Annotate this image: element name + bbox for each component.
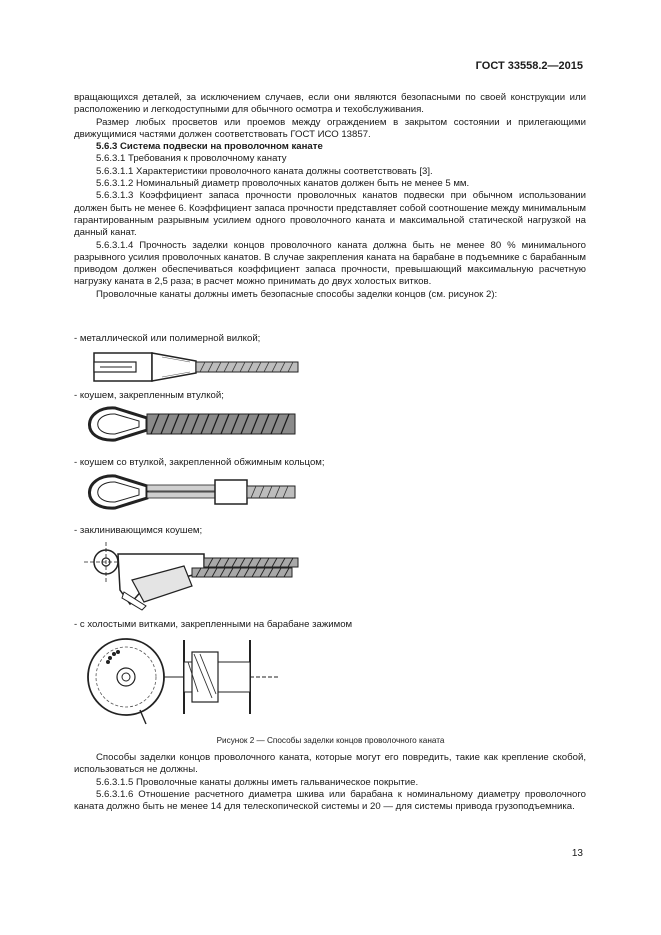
section-heading-5-6-3: 5.6.3 Система подвески на проволочном канате bbox=[96, 141, 323, 153]
paragraph-continuation: вращающихся деталей, за исключением случаев, если они являются безопасными по своей конструкции или расположению и легкодоступными для обычного осмотра и техобслуживания. bbox=[74, 92, 586, 116]
paragraph-5-6-3-1-3: 5.6.3.1.3 Коэффициент запаса прочности проволочных канатов подвески при обычном использовании должен быть не менее 6. Коэффициент запаса прочности представляет собой соотношение между минимальным гарантированным разрывным усилием одного проволочного каната и максимальной статической нагрузкой на данный канат. bbox=[74, 190, 586, 239]
figure-caption: Рисунок 2 — Способы заделки концов проволочного каната bbox=[216, 736, 445, 745]
page-number: 13 bbox=[571, 848, 583, 859]
figure-item-fork: - металлической или полимерной вилкой; bbox=[74, 333, 261, 344]
paragraph-5-6-3-1-2: 5.6.3.1.2 Номинальный диаметр проволочных канатов должен быть не менее 5 мм. bbox=[96, 178, 470, 190]
figure-item-thimble-sleeve: - коушем, закрепленным втулкой; bbox=[74, 390, 224, 401]
figure-item-thimble-ferrule: - коушем со втулкой, закрепленной обжимным кольцом; bbox=[74, 457, 325, 468]
paragraph-safe-terminations: Проволочные канаты должны иметь безопасные способы заделки концов (см. рисунок 2): bbox=[96, 288, 498, 300]
figure-item-drum-clamp: - с холостыми витками, закрепленными на барабане зажимом bbox=[74, 619, 353, 630]
paragraph-damaging-methods: Способы заделки концов проволочного каната, которые могут его повредить, такие как крепление скобой, использоваться не должны. bbox=[74, 752, 586, 776]
subsection-heading-5-6-3-1: 5.6.3.1 Требования к проволочному канату bbox=[96, 153, 287, 165]
bottom-text-block bbox=[74, 752, 586, 813]
paragraph-5-6-3-1-6: 5.6.3.1.6 Отношение расчетного диаметра шкива или барабана к номинальному диаметру проволочного каната должно быть не менее 14 для телескопической системы и 20 — для системы привода грузоподъемника. bbox=[74, 788, 586, 813]
thimble-ferrule-drawing bbox=[75, 470, 297, 514]
paragraph-5-6-3-1-4: 5.6.3.1.4 Прочность заделки концов проволочного каната должна быть не менее 80 % минимального разрывного усилия проволочных канатов. В случае закрепления каната на барабане в подъемнике с барабанным приводом должен обеспечиваться коэффициент запаса прочности, превышающий максимальную расчетную нагрузку каната в 2,5 раза; в расчет можно принимать до двух холостых витков. bbox=[74, 239, 586, 288]
paragraph-5-6-3-1-1: 5.6.3.1.1 Характеристики проволочного каната должны соответствовать [3]. bbox=[96, 165, 433, 177]
thimble-sleeve-drawing bbox=[75, 402, 297, 446]
paragraph-clearances: Размер любых просветов или проемов между ограждением в закрытом состоянии и прилегающими движущимися частями должен соответствовать ГОСТ ИСО 13857. bbox=[74, 116, 586, 140]
drum-clamp-drawing bbox=[84, 632, 284, 732]
wedge-thimble-drawing bbox=[84, 540, 300, 612]
figure-item-wedge-thimble: - заклинивающимся коушем; bbox=[74, 525, 203, 536]
top-text-block bbox=[74, 92, 586, 301]
fork-termination-drawing bbox=[92, 347, 302, 387]
paragraph-5-6-3-1-5: 5.6.3.1.5 Проволочные канаты должны иметь гальваническое покрытие. bbox=[96, 776, 419, 788]
standard-header: ГОСТ 33558.2—2015 bbox=[475, 60, 583, 72]
